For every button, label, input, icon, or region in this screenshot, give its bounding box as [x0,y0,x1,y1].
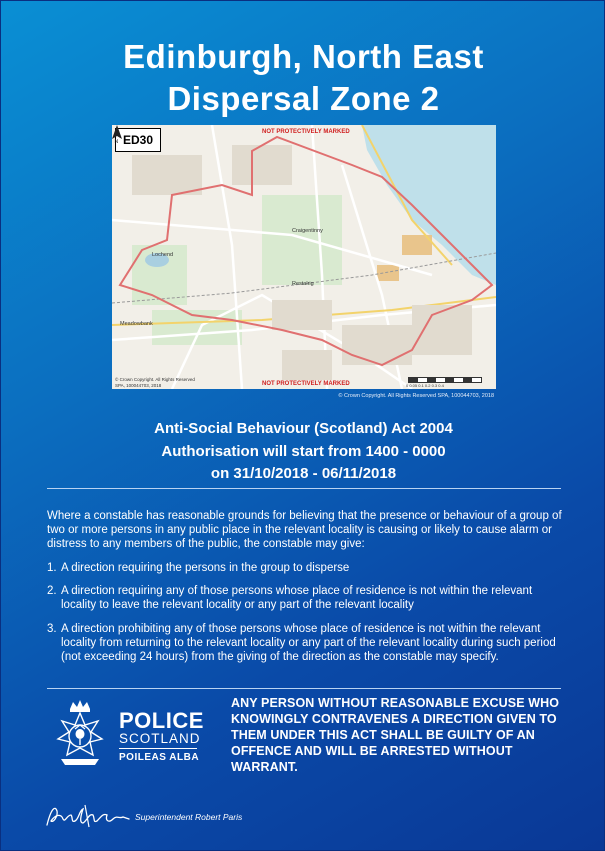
map-code-label: ED30 [115,128,161,152]
authorisation-dates: on 31/10/2018 - 06/11/2018 [210,465,397,482]
signatory-name: Superintendent Robert Paris [135,812,243,822]
arrest-warning: ANY PERSON WITHOUT REASONABLE EXCUSE WHO KNOWINGLY CONTRAVENES A DIRECTION GIVEN TO THEM UNDER THIS ACT SHALL BE GUILTY OF AN OFFENCE AND WILL BE ARRESTED WITHOUT WARRANT. [231,696,560,774]
poster-title-line-2: Dispersal Zone 2 [167,80,440,117]
divider [47,488,561,489]
direction-number: 1. [47,562,57,574]
svg-text:N: N [114,139,119,143]
direction-text: A direction prohibiting any of those persons whose place of residence is not within the relevant locality from returning to the relevant locality or any part of the relevant locality during such period (not exceeding 24 hours) from the giving of the direction as the constable may specify. [61,623,556,663]
north-arrow-icon [112,125,122,143]
logo-scotland-text: SCOTLAND [119,731,201,746]
poster-title-line-1: Edinburgh, North East [123,38,484,75]
not-protectively-marked-top: NOT PROTECTIVELY MARKED [262,129,350,135]
map-place-label: Craigentinny [292,228,323,234]
logo-alba-text: POILEAS ALBA [119,752,200,763]
map-small-copyright: © Crown Copyright. All Rights Reserved SPA, 100044703, 2018 [115,377,195,388]
map-place-label: Restalrig [292,281,314,287]
police-scotland-crest-icon [49,699,111,771]
direction-text: A direction requiring the persons in the group to disperse [61,562,350,574]
direction-number: 2. [47,585,57,597]
divider [47,688,561,689]
logo-police-text: POLICE [119,708,204,733]
dispersal-zone-map [112,125,496,389]
intro-paragraph: Where a constable has reasonable grounds for believing that the presence or behaviour of a group of two or more persons in any public place in the relevant locality is causing or likely to cause alarm or distress to any members of the public, the constable may give: [47,510,562,550]
direction-number: 3. [47,623,57,635]
not-protectively-marked-bottom: NOT PROTECTIVELY MARKED [262,381,350,387]
authorisation-start: Authorisation will start from 1400 - 0000 [161,443,446,460]
signature-icon [45,801,131,831]
map-place-label: Meadowbank [120,321,153,327]
act-title: Anti-Social Behaviour (Scotland) Act 2004 [154,420,453,437]
logo-divider [119,748,197,749]
map-place-label: Lochend [152,252,174,258]
map-scale-text: 0 0.05 0.1 0.2 0.3 0.4 [406,383,444,388]
direction-text: A direction requiring any of those persons whose place of residence is not within the relevant locality to leave the relevant locality or any part of the relevant locality [61,585,533,611]
crown-copyright: © Crown Copyright. All Rights Reserved SPA, 100044703, 2018 [338,393,494,399]
